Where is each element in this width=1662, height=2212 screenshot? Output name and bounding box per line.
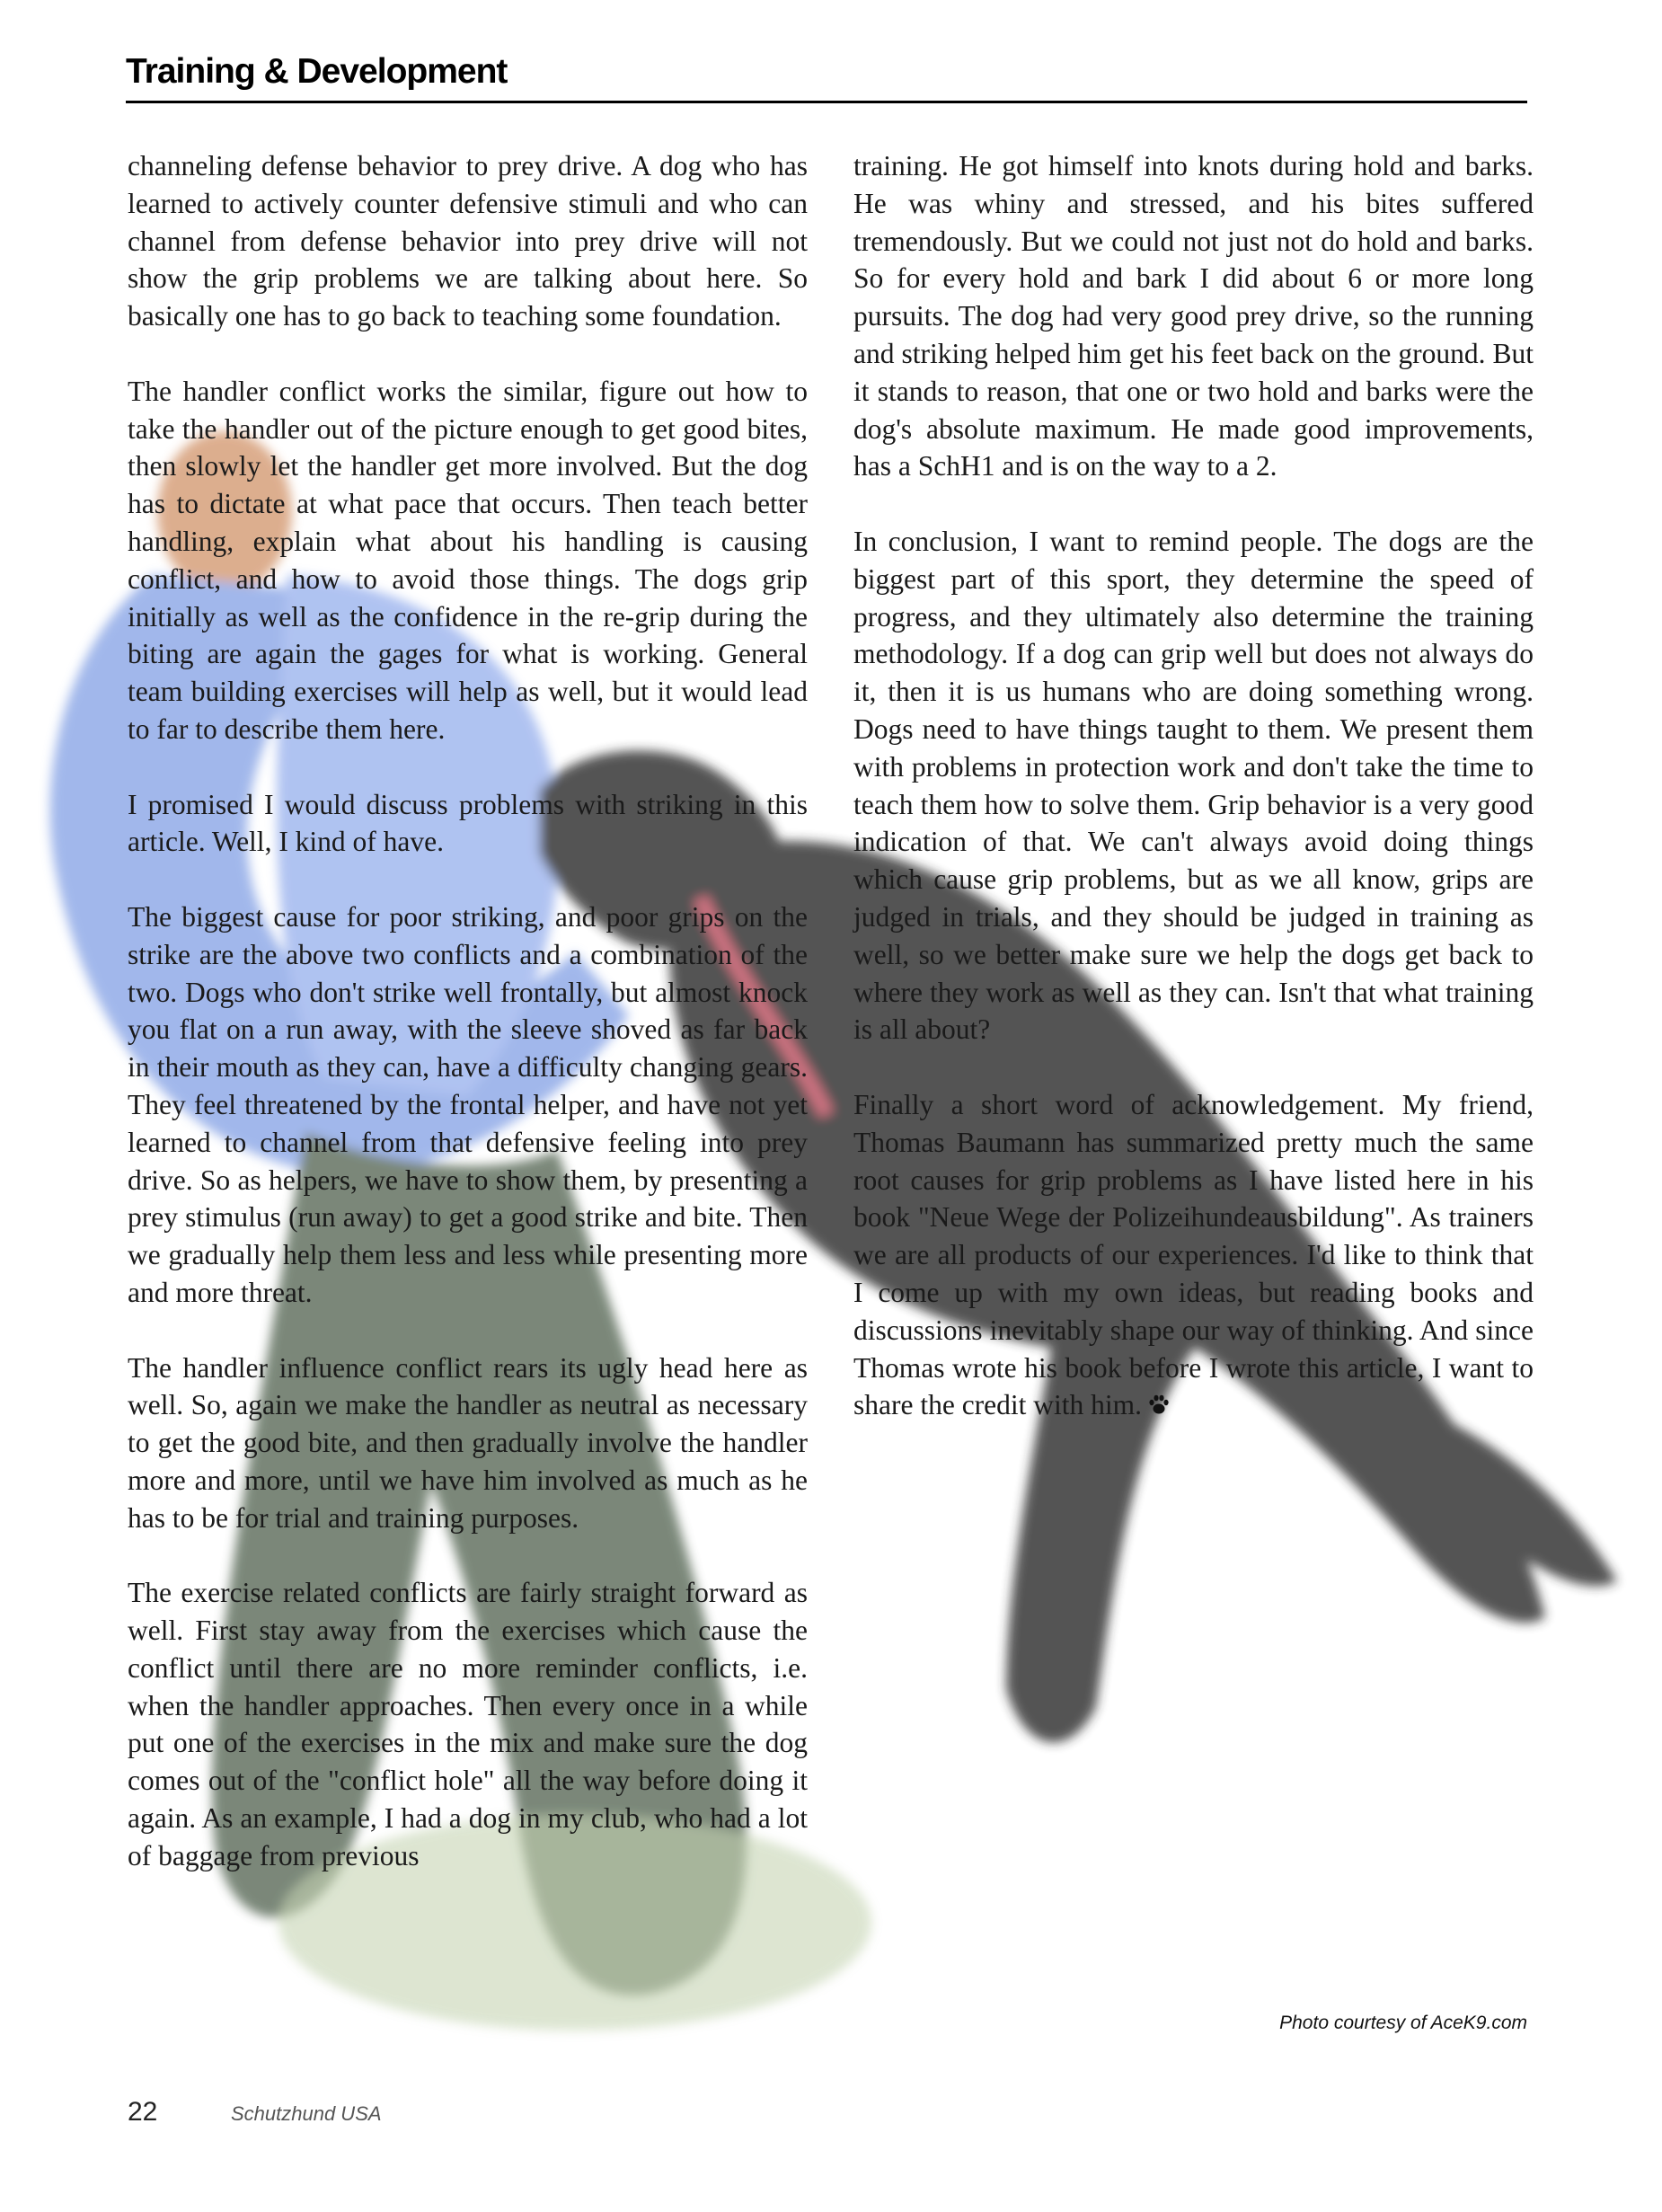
paragraph-text: Finally a short word of acknowledgement. My friend, Thomas Baumann has summarized pretty much the same root causes for grip problems as I have listed here in his book "Neue Wege der Polizeihundeausbildung". As trainers we are all products of our experiences. I'd like to think that I come up with my own ideas, but reading books and discussions inevitably shape our way of thinking. And since Thomas wrote his book before I wrote this article, I want to share the credit with him. (853, 1088, 1534, 1421)
photo-credit: Photo courtesy of AceK9.com (1279, 2013, 1527, 2033)
publication-name: Schutzhund USA (231, 2102, 382, 2125)
paragraph-final (853, 1086, 1534, 1424)
paragraph: The handler influence conflict rears its ugly head here as well. So, again we make the handler as neutral as necessary to get the good bite, and then gradually involve the handler more and more, until we have him involved as much as he has to be for trial and training purposes. (128, 1351, 808, 1534)
paragraph: training. He got himself into knots during hold and barks. He was whiny and stressed, and his bites suffered tremendously. But we could not just not do hold and barks. So for every hold and bark I did about 6 or more long pursuits. The dog had very good prey drive, so the running and striking helped him get his feet back on the ground. But it stands to reason, that one or two hold and barks were the dog's absolute maximum. He made good improvements, has a SchH1 and is on the way to a 2. (853, 150, 1534, 482)
left-column (128, 147, 808, 1912)
section-title: Training & Development (126, 52, 508, 91)
paw-print-icon (1147, 1394, 1171, 1416)
right-column (853, 147, 1534, 1462)
paragraph: I promised I would discuss problems with striking in this article. Well, I kind of have. (128, 788, 808, 858)
paragraph: In conclusion, I want to remind people. The dogs are the biggest part of this sport, they determine the speed of progress, and they ultimately also determine the training methodology. If a dog can grip well but does not always do it, then it is us humans who are doing something wrong. Dogs need to have things taught to them. We present them with problems in protection work and don't take the time to teach them how to solve them. Grip behavior is a very good indication of that. We can't always avoid doing things which cause grip problems, but as we all know, grips are judged in trials, and they should be judged in training as well, so we better make sure we help the dogs get back to where they work as well as they can. Isn't that what training is all about? (853, 525, 1534, 1046)
paragraph: The exercise related conflicts are fairly straight forward as well. First stay away from the exercises which cause the conflict until there are no more reminder conflicts, i.e. when the handler approaches. Then every once in a while put one of the exercises in the mix and make sure the dog comes out of the "conflict hole" all the way before doing it again. As an example, I had a dog in my club, who had a lot of baggage from previous (128, 1577, 808, 1871)
paragraph: The biggest cause for poor striking, and poor grips on the strike are the above two conflicts and a combination of the two. Dogs who don't strike well frontally, but almost knock you flat on a run away, with the sleeve shoved as far back in their mouth as they can, have a difficulty changing gears. They feel threatened by the frontal helper, and have not yet learned to channel from that defensive feeling into prey drive. So as helpers, we have to show them, by presenting a prey stimulus (run away) to get a good strike and bite. Then we gradually help them less and less while presenting more and more threat. (128, 900, 808, 1308)
page-number: 22 (128, 2097, 158, 2127)
paragraph: channeling defense behavior to prey drive. A dog who has learned to actively counter defensive stimuli and who can channel from defense behavior into prey drive will not show the grip problems we are talking about here. So basically one has to go back to teaching some foundation. (128, 150, 808, 332)
paragraph: The handler conflict works the similar, figure out how to take the handler out of the picture enough to get good bites, then slowly let the handler get more involved. But the dog has to dictate at what pace that occurs. Then teach better handling, explain what about his handling is causing conflict, and how to avoid those things. The dogs grip initially as well as the confidence in the re-grip during the biting are again the gages for what is working. General team building exercises will help as well, but it would lead to far to describe them here. (128, 375, 808, 745)
